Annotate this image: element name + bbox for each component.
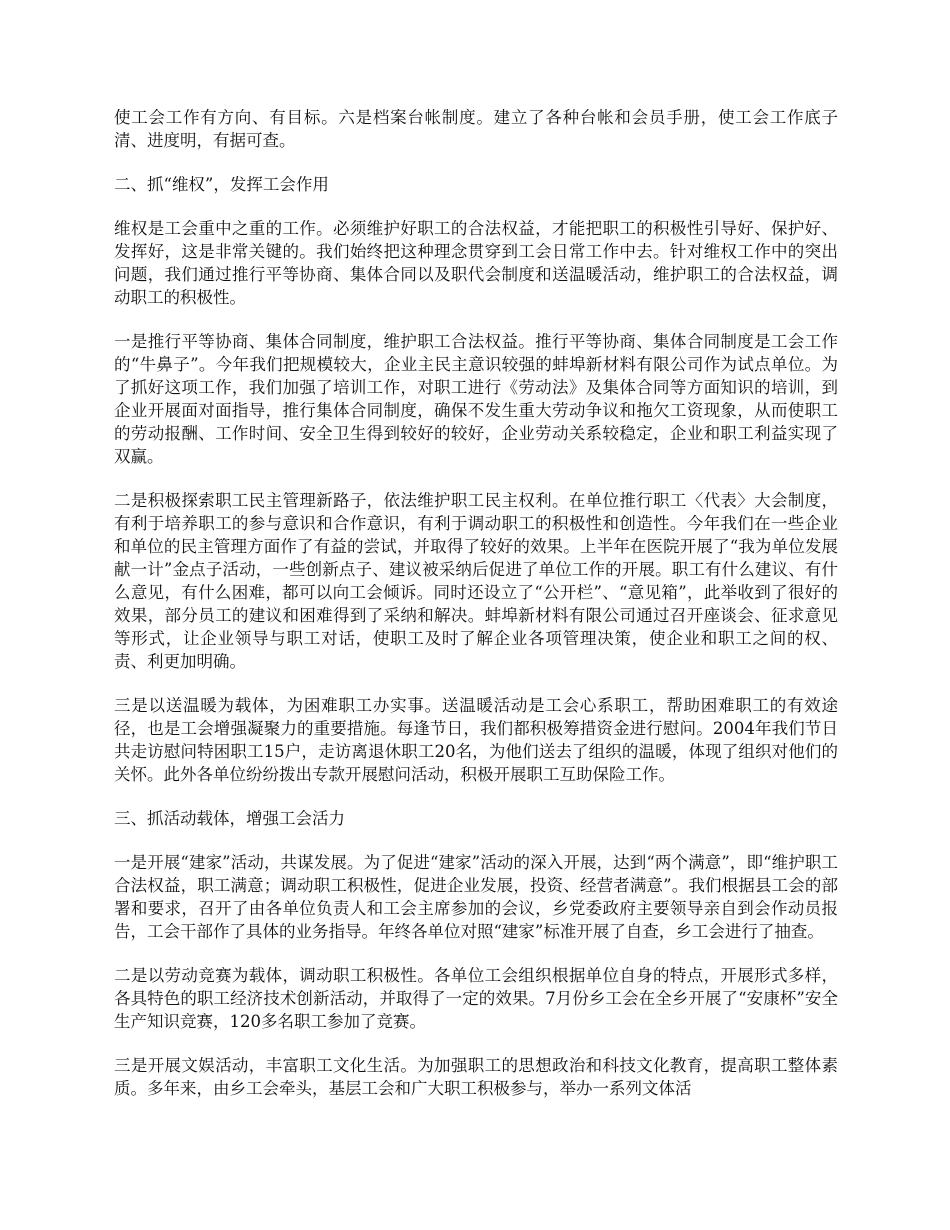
document-body	[114, 106, 838, 1121]
paragraph-send-warmth: 三是以送温暖为载体，为困难职工办实事。送温暖活动是工会心系职工，帮助困难职工的有效途径，也是工会增强凝聚力的重要措施。每逢节日，我们都积极筹措资金进行慰问。2004年我们节日共走访慰问特困职工15户，走访离退休职工20名，为他们送去了组织的温暖，体现了组织对他们的关怀。此外各单位纷纷拨出专款开展慰问活动，积极开展职工互助保险工作。	[114, 696, 838, 784]
paragraph-rights-overview: 维权是工会重中之重的工作。必须维护好职工的合法权益，才能把职工的积极性引导好、保护好、发挥好，这是非常关键的。我们始终把这种理念贯穿到工会日常工作中去。针对维权工作中的突出问题，我们通过推行平等协商、集体合同以及职代会制度和送温暖活动，维护职工的合法权益，调动职工的积极性。	[114, 219, 838, 307]
paragraph-cultural-activities: 三是开展文娱活动，丰富职工文化生活。为加强职工的思想政治和科技文化教育，提高职工整体素质。多年来，由乡工会牵头，基层工会和广大职工积极参与，举办一系列文体活	[114, 1056, 838, 1098]
section-heading-two: 二、抓“维权”，发挥工会作用	[114, 175, 329, 194]
section-heading-three: 三、抓活动载体，增强工会活力	[114, 809, 345, 828]
paragraph-intro: 使工会工作有方向、有目标。六是档案台帐制度。建立了各种台帐和会员手册，使工会工作底子清、进度明，有据可查。	[114, 108, 838, 150]
paragraph-build-home: 一是开展“建家”活动，共谋发展。为了促进“建家”活动的深入开展，达到“两个满意”，即“维护职工合法权益，职工满意；调动职工积极性，促进企业发展，投资、经营者满意”。我们根据县工会的部署和要求，召开了由各单位负责人和工会主席参加的会议，乡党委政府主要领导亲自到会作动员报告，工会干部作了具体的业务指导。年终各单位对照“建家”标准开展了自查，乡工会进行了抽查。	[114, 853, 838, 941]
paragraph-collective-contract: 一是推行平等协商、集体合同制度，维护职工合法权益。推行平等协商、集体合同制度是工会工作的“牛鼻子”。今年我们把规模较大，企业主民主意识较强的蚌埠新材料有限公司作为试点单位。为了抓好这项工作，我们加强了培训工作，对职工进行《劳动法》及集体合同等方面知识的培训，到企业开展面对面指导，推行集体合同制度，确保不发生重大劳动争议和拖欠工资现象，从而使职工的劳动报酬、工作时间、安全卫生得到较好的较好，企业劳动关系较稳定，企业和职工利益实现了双赢。	[114, 332, 838, 466]
paragraph-labor-competition: 二是以劳动竞赛为载体，调动职工积极性。各单位工会组织根据单位自身的特点，开展形式多样，各具特色的职工经济技术创新活动，并取得了一定的效果。7月份乡工会在全乡开展了“安康杯”安全生产知识竞赛，120多名职工参加了竞赛。	[114, 966, 838, 1031]
paragraph-democratic-management: 二是积极探索职工民主管理新路子，依法维护职工民主权利。在单位推行职工〈代表〉大会制度，有利于培养职工的参与意识和合作意识，有利于调动职工的积极性和创造性。今年我们在一些企业和单位的民主管理方面作了有益的尝试，并取得了较好的效果。上半年在医院开展了“我为单位发展献一计”金点子活动，一些创新点子、建议被采纳后促进了单位工作的开展。职工有什么建议、有什么意见，有什么困难，都可以向工会倾诉。同时还设立了“公开栏”、“意见箱”，此举收到了很好的效果，部分员工的建议和困难得到了采纳和解决。蚌埠新材料有限公司通过召开座谈会、征求意见等形式，让企业领导与职工对话，使职工及时了解企业各项管理决策，使企业和职工之间的权、责、利更加明确。	[114, 491, 838, 671]
